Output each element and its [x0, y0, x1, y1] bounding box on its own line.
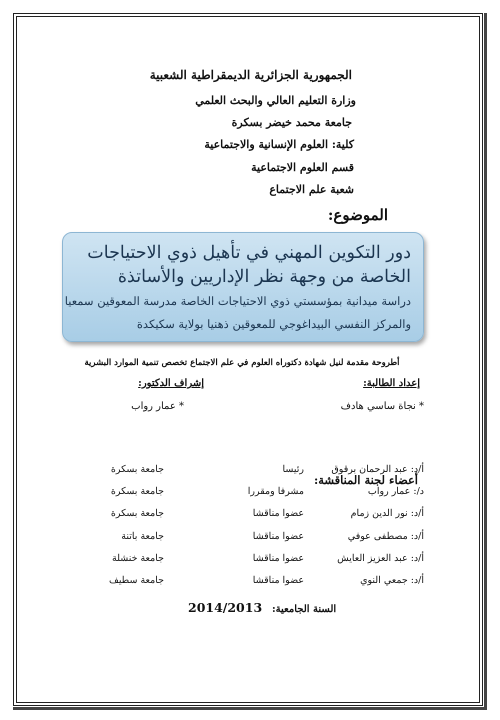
member-name: أ/د: جمعي النوي [360, 575, 424, 586]
member-name: د/: عمار رواب [367, 486, 424, 497]
topic-box [62, 232, 424, 342]
academic-year-label: السنة الجامعية: [271, 604, 337, 615]
student-label: إعداد الطالبة: [363, 378, 420, 389]
branch-heading: شعبة علم الاجتماع [269, 183, 354, 196]
member-university: جامعة خنشلة [111, 553, 164, 564]
department-heading: قسم العلوم الاجتماعية [251, 161, 354, 174]
member-role: عضوا مناقشا [252, 531, 304, 542]
committee-row [60, 486, 424, 504]
committee-row [60, 553, 424, 571]
thesis-description: أطروحة مقدمة لنيل شهادة دكتوراه العلوم في علم الاجتماع تخصص تنمية الموارد البشرية [84, 358, 400, 368]
academic-year-value: 2014/2013 [188, 600, 263, 615]
university-heading: جامعة محمد خيضر بسكرة [231, 116, 352, 129]
member-university: جامعة بسكرة [110, 464, 164, 475]
topic-title-line-2: الخاصة من وجهة نظر الإداريين والأساتذة [117, 267, 411, 287]
member-university: جامعة باتنة [121, 531, 164, 542]
member-name: أ/د: عبد الرحمان برقوق [331, 464, 424, 475]
topic-subtitle-line-2: والمركز النفسي البيداغوجي للمعوقين ذهنيا بولاية سكيكدة [136, 317, 411, 331]
ministry-heading: وزارة التعليم العالي والبحث العلمي [195, 94, 356, 107]
member-role: عضوا مناقشا [252, 508, 304, 519]
member-university: جامعة بسكرة [110, 508, 164, 519]
member-role: عضوا مناقشا [252, 575, 304, 586]
republic-heading: الجمهورية الجزائرية الديمقراطية الشعبية [149, 68, 352, 82]
academic-year [188, 600, 336, 615]
member-name: أ/د: مصطفى عوفي [347, 531, 424, 542]
faculty-heading: كلية: العلوم الإنسانية والاجتماعية [204, 138, 354, 151]
member-role: مشرفا ومقررا [247, 486, 304, 497]
member-university: جامعة سطيف [108, 575, 164, 586]
committee-row [60, 575, 424, 593]
member-role: رئيسا [282, 464, 304, 475]
committee-title: أعضاء لجنة المناقشة: [314, 473, 418, 487]
topic-title-line-1: دور التكوين المهني في تأهيل ذوي الاحتياجات [87, 243, 411, 263]
committee-row [60, 531, 424, 549]
committee-row [60, 508, 424, 526]
supervisor-name: * عمار رواب [131, 401, 184, 412]
topic-label: الموضوع: [327, 206, 388, 224]
topic-subtitle-line-1: دراسة ميدانية بمؤسستي ذوي الاحتياجات الخاصة مدرسة المعوقين سمعيا [64, 294, 411, 308]
member-name: أ/د: نور الدين زمام [350, 508, 424, 519]
supervisor-label: إشراف الدكتور: [138, 378, 204, 389]
member-name: أ/د: عبد العزيز العايش [337, 553, 424, 564]
committee-row [60, 464, 424, 482]
student-name: * نجاة ساسي هادف [340, 401, 424, 412]
member-university: جامعة بسكرة [110, 486, 164, 497]
member-role: عضوا مناقشا [252, 553, 304, 564]
